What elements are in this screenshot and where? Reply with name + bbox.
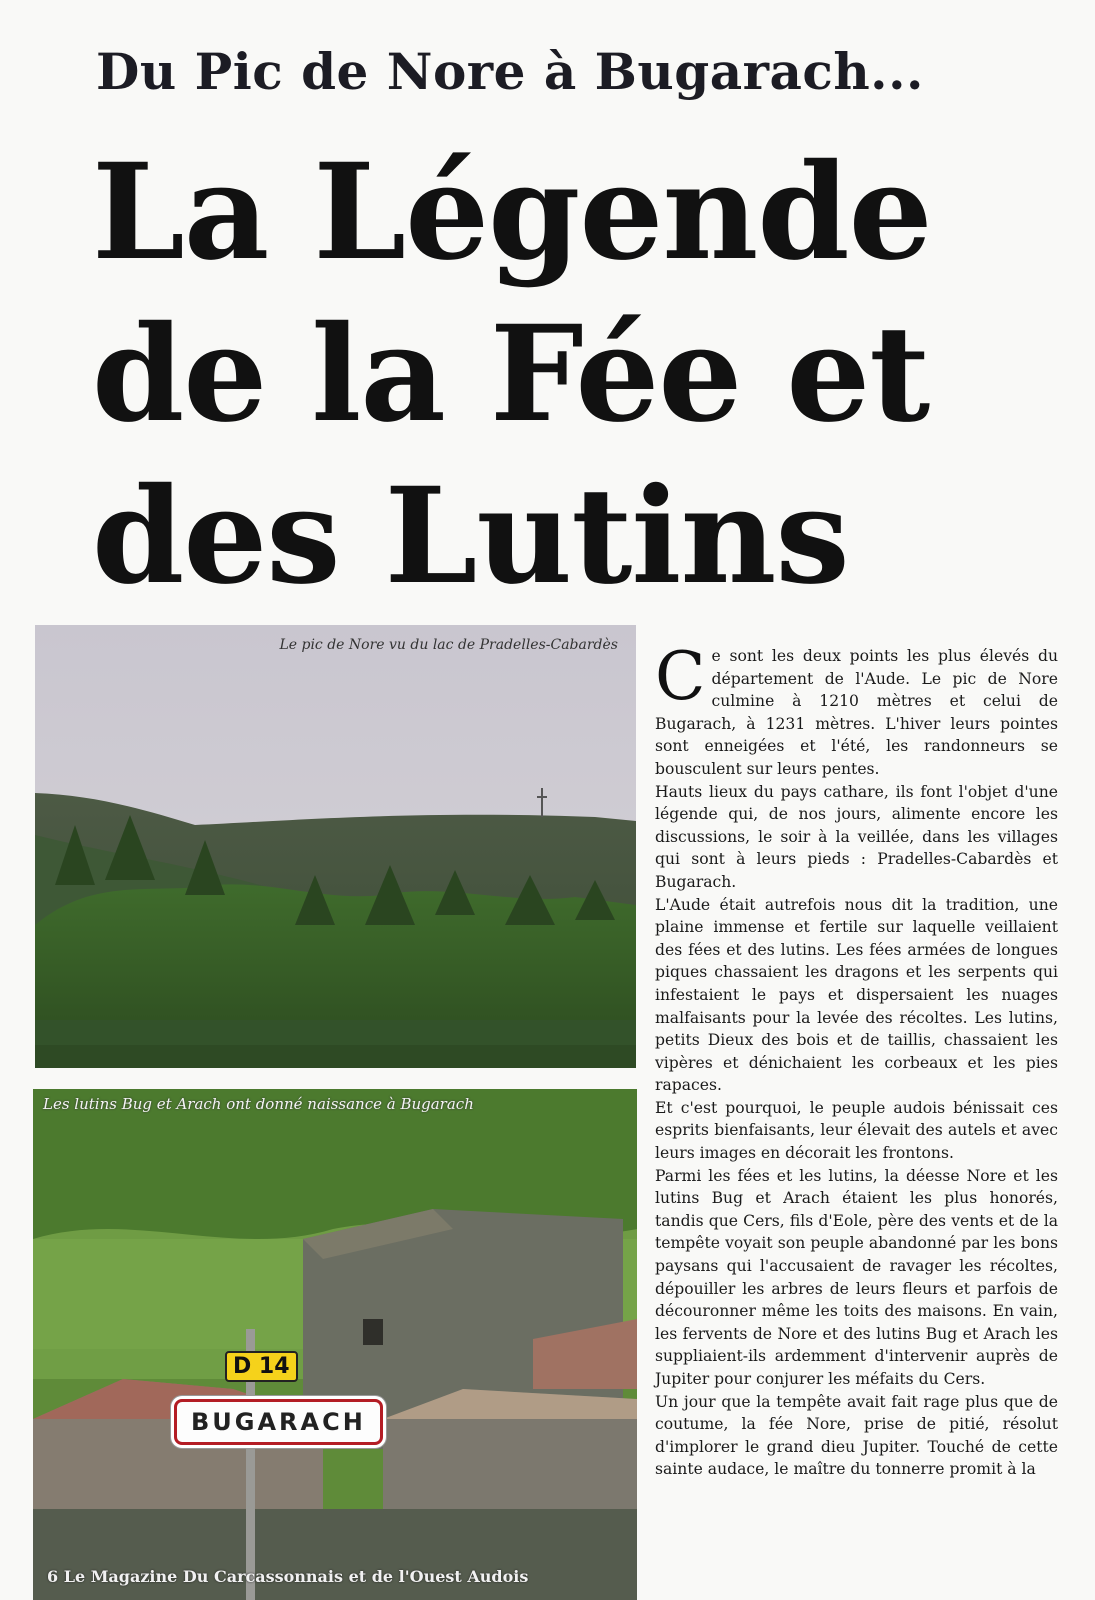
village-illustration — [33, 1089, 637, 1600]
photo-bugarach-village — [33, 1089, 637, 1600]
photo-caption: Les lutins Bug et Arach ont donné naissance à Bugarach — [43, 1095, 474, 1113]
road-sign: D 14 — [225, 1351, 298, 1382]
landscape-illustration — [35, 625, 636, 1068]
main-title — [92, 132, 992, 618]
article-paragraph: Et c'est pourquoi, le peuple audois bénissait ces esprits bienfaisants, leur élevait des autels et avec leurs images en décorait les frontons. — [655, 1098, 1058, 1163]
article-paragraph — [655, 638, 1058, 781]
article-body — [655, 638, 1058, 1481]
paragraph-text: e sont les deux points les plus élevés du département de l'Aude. Le pic de Nore culmine à 1210 mètres et celui de Bugarach, à 1231 mètres. L'hiver leurs pointes sont enneigées et l'été, les randonneurs se bousculent sur leurs pentes. — [655, 647, 1058, 778]
title-line: des Lutins — [92, 459, 849, 614]
article-paragraph: Hauts lieux du pays cathare, ils font l'objet d'une légende qui, de nos jours, alimente encore les discussions, le soir à la veillée, dans les villages qui sont à leurs pieds : Pradelles-Cabardès et Bugarach. — [655, 782, 1058, 891]
article-paragraph: L'Aude était autrefois nous dit la tradition, une plaine immense et fertile sur laquelle veillaient des fées et des lutins. Les fées armées de longues piques chassaient les dragons et les serpents qui infestaient le pays et dispersaient les nuages malfaisants pour la levée des récoltes. Les lutins, petits Dieux des bois et de taillis, chassaient les vipères et dénichaient les corbeaux et les pies rapaces. — [655, 895, 1058, 1095]
photo-pic-de-nore — [35, 625, 636, 1068]
article-paragraph: Parmi les fées et les lutins, la déesse Nore et les lutins Bug et Arach étaient les plus honorés, tandis que Cers, fils d'Eole, père des vents et de la tempête voyait son peuple abandonné par les bons paysans qui l'accusaient de ravager les récoltes, dépouiller les arbres de leurs fleurs et parfois de découronner même les toits des maisons. En vain, les fervents de Nore et des lutins Bug et Arach les suppliaient-ils ardemment d'intervenir auprès de Jupiter pour conjurer les méfaits du Cers. — [655, 1166, 1058, 1388]
photo-caption: Le pic de Nore vu du lac de Pradelles-Cabardès — [279, 637, 618, 653]
drop-cap: C — [655, 638, 706, 715]
kicker-headline: Du Pic de Nore à Bugarach... — [96, 42, 924, 101]
town-sign: BUGARACH — [174, 1399, 383, 1445]
title-line: La Légende — [92, 135, 932, 290]
article-paragraph: Un jour que la tempête avait fait rage plus que de coutume, la fée Nore, prise de pitié, résolut d'implorer le grand dieu Jupiter. Touché de cette sainte audace, le maître du tonnerre promit à la — [655, 1392, 1058, 1479]
page-footer: 6 Le Magazine Du Carcassonnais et de l'Ouest Audois — [47, 1567, 529, 1586]
title-line: de la Fée et — [92, 297, 930, 452]
